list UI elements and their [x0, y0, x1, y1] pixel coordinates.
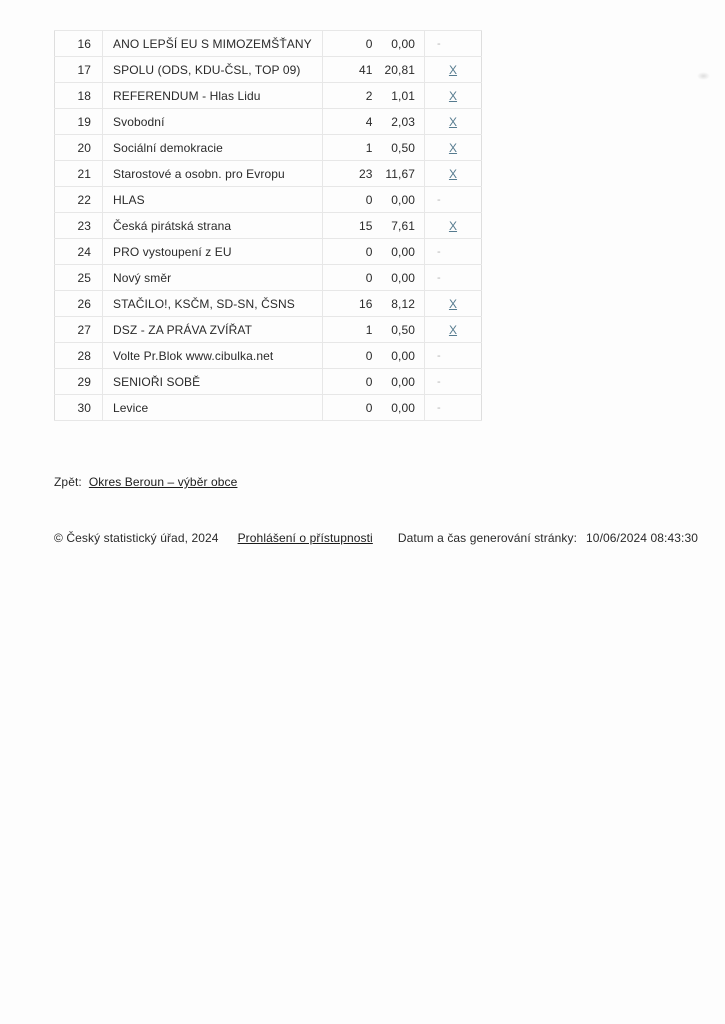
table-row	[55, 265, 482, 291]
votes-value: 4	[323, 109, 377, 135]
votes-value: 41	[323, 57, 377, 83]
no-detail-dash: -	[437, 193, 441, 206]
party-name: PRO vystoupení z EU	[103, 239, 323, 265]
generated-datetime-label: Datum a čas generování stránky:	[397, 531, 578, 545]
detail-cell	[425, 291, 482, 317]
no-detail-dash: -	[437, 271, 441, 284]
votes-value: 15	[323, 213, 377, 239]
row-number: 24	[55, 239, 103, 265]
percent-value: 0,00	[377, 187, 425, 213]
scan-speck	[697, 72, 710, 80]
detail-cell	[425, 187, 482, 213]
row-number: 23	[55, 213, 103, 239]
back-link[interactable]: Okres Beroun – výběr obce	[88, 475, 238, 489]
votes-value: 1	[323, 135, 377, 161]
detail-x-link[interactable]: X	[448, 166, 458, 181]
party-name: DSZ - ZA PRÁVA ZVÍŘAT	[103, 317, 323, 343]
party-name: STAČILO!, KSČM, SD-SN, ČSNS	[103, 291, 323, 317]
votes-value: 0	[323, 395, 377, 421]
no-detail-dash: -	[437, 349, 441, 362]
row-number: 29	[55, 369, 103, 395]
votes-value: 0	[323, 239, 377, 265]
no-detail-dash: -	[437, 401, 441, 414]
detail-x-link[interactable]: X	[448, 88, 458, 103]
table-row	[55, 57, 482, 83]
votes-value: 2	[323, 83, 377, 109]
votes-value: 0	[323, 343, 377, 369]
party-name: Svobodní	[103, 109, 323, 135]
table-row	[55, 395, 482, 421]
percent-value: 0,00	[377, 343, 425, 369]
party-name: Starostové a osobn. pro Evropu	[103, 161, 323, 187]
party-name: SPOLU (ODS, KDU-ČSL, TOP 09)	[103, 57, 323, 83]
row-number: 28	[55, 343, 103, 369]
party-name: SENIOŘI SOBĚ	[103, 369, 323, 395]
table-row	[55, 343, 482, 369]
percent-value: 0,50	[377, 317, 425, 343]
table-row	[55, 109, 482, 135]
row-number: 17	[55, 57, 103, 83]
row-number: 26	[55, 291, 103, 317]
party-name: HLAS	[103, 187, 323, 213]
no-detail-dash: -	[437, 375, 441, 388]
party-name: Česká pirátská strana	[103, 213, 323, 239]
row-number: 18	[55, 83, 103, 109]
row-number: 16	[55, 31, 103, 57]
row-number: 21	[55, 161, 103, 187]
percent-value: 0,00	[377, 369, 425, 395]
detail-x-link[interactable]: X	[448, 218, 458, 233]
table-row	[55, 213, 482, 239]
votes-value: 16	[323, 291, 377, 317]
detail-cell	[425, 265, 482, 291]
votes-value: 1	[323, 317, 377, 343]
party-name: Nový směr	[103, 265, 323, 291]
table-row	[55, 161, 482, 187]
back-navigation	[54, 475, 237, 489]
results-table	[54, 30, 482, 421]
detail-cell	[425, 213, 482, 239]
row-number: 30	[55, 395, 103, 421]
detail-cell	[425, 369, 482, 395]
table-row	[55, 291, 482, 317]
no-detail-dash: -	[437, 37, 441, 50]
party-name: REFERENDUM - Hlas Lidu	[103, 83, 323, 109]
percent-value: 0,00	[377, 239, 425, 265]
table-row	[55, 83, 482, 109]
row-number: 22	[55, 187, 103, 213]
detail-x-link[interactable]: X	[448, 296, 458, 311]
votes-value: 0	[323, 31, 377, 57]
detail-cell	[425, 135, 482, 161]
percent-value: 0,00	[377, 395, 425, 421]
detail-cell	[425, 317, 482, 343]
table-row	[55, 239, 482, 265]
detail-cell	[425, 57, 482, 83]
party-name: Volte Pr.Blok www.cibulka.net	[103, 343, 323, 369]
percent-value: 1,01	[377, 83, 425, 109]
detail-cell	[425, 31, 482, 57]
table-row	[55, 317, 482, 343]
row-number: 19	[55, 109, 103, 135]
detail-cell	[425, 83, 482, 109]
accessibility-link[interactable]: Prohlášení o přístupnosti	[237, 531, 373, 545]
detail-x-link[interactable]: X	[448, 322, 458, 337]
page-footer	[54, 531, 699, 545]
detail-x-link[interactable]: X	[448, 62, 458, 77]
row-number: 25	[55, 265, 103, 291]
detail-cell	[425, 161, 482, 187]
table-row	[55, 31, 482, 57]
votes-value: 23	[323, 161, 377, 187]
percent-value: 8,12	[377, 291, 425, 317]
party-name: Sociální demokracie	[103, 135, 323, 161]
detail-cell	[425, 395, 482, 421]
row-number: 20	[55, 135, 103, 161]
votes-value: 0	[323, 187, 377, 213]
detail-cell	[425, 239, 482, 265]
table-row	[55, 135, 482, 161]
back-label: Zpět:	[54, 475, 82, 489]
percent-value: 2,03	[377, 109, 425, 135]
percent-value: 20,81	[377, 57, 425, 83]
party-name: ANO LEPŠÍ EU S MIMOZEMŠŤANY	[103, 31, 323, 57]
percent-value: 0,00	[377, 265, 425, 291]
percent-value: 0,00	[377, 31, 425, 57]
table-row	[55, 369, 482, 395]
generated-datetime-value: 10/06/2024 08:43:30	[586, 531, 699, 545]
copyright-text: © Český statistický úřad, 2024	[54, 531, 219, 545]
votes-value: 0	[323, 265, 377, 291]
no-detail-dash: -	[437, 245, 441, 258]
party-name: Levice	[103, 395, 323, 421]
detail-x-link[interactable]: X	[448, 114, 458, 129]
detail-cell	[425, 109, 482, 135]
table-row	[55, 187, 482, 213]
detail-x-link[interactable]: X	[448, 140, 458, 155]
detail-cell	[425, 343, 482, 369]
results-table-body	[55, 31, 482, 421]
row-number: 27	[55, 317, 103, 343]
percent-value: 11,67	[377, 161, 425, 187]
percent-value: 7,61	[377, 213, 425, 239]
percent-value: 0,50	[377, 135, 425, 161]
votes-value: 0	[323, 369, 377, 395]
